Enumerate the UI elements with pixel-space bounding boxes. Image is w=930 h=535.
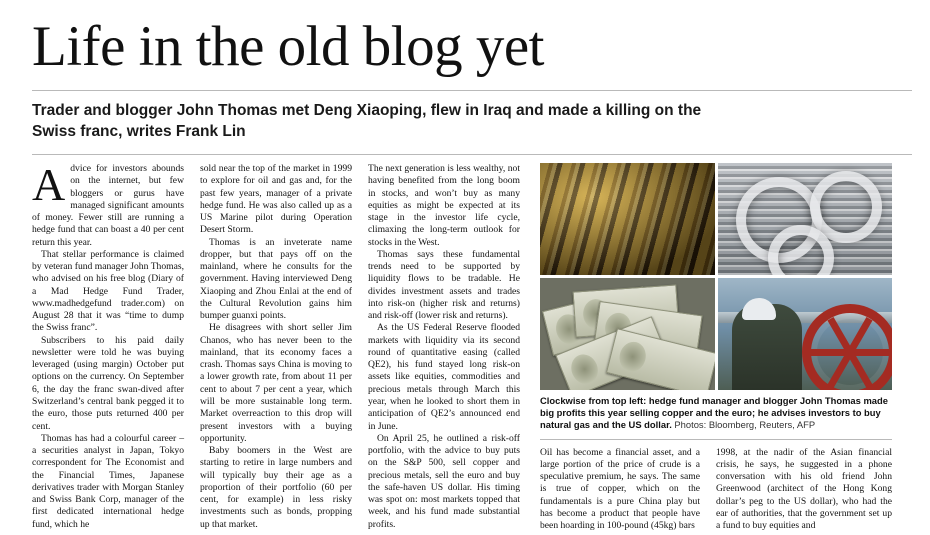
- paragraph: Oil has become a financial asset, and a large portion of the price of crude is a speculative premium, he says. The same is true of copper, which on the fundamentals is a pure China play but has become a product that people have been hoarding in 100-pound (45kg) bars: [540, 446, 700, 532]
- standfirst: [32, 101, 732, 143]
- us-dollar-notes-photo: [540, 278, 715, 390]
- text-column-1: [32, 158, 200, 533]
- paragraph: 1998, at the nadir of the Asian financial crisis, he says, he suggested in a phone conversation with his old friend John Greenwood (architect of the Hong Kong dollar’s peg to the US dollar), who had the ear of authorities, that the government set up a fund to buy equities and: [716, 446, 892, 532]
- paragraph: The next generation is less wealthy, not having benefited from the long boom in stocks, and won’t buy as many equities as might be expected at its stage in the investor life cycle, climaxing the long-term outlook for stocks in the West.: [368, 162, 520, 248]
- drop-cap: A: [32, 158, 66, 210]
- paragraph: That stellar performance is claimed by veteran fund manager John Thomas, who advised on his free blog (Diary of a Mad Hedge Fund Trader, www.madhedgefund trader.com) on August 28 that it was “time to dump the Swiss franc”.: [32, 248, 184, 334]
- paragraph: On April 25, he outlined a risk-off portfolio, with the advice to buy puts on the S&P 500, sell copper and precious metals, sell the euro and buy the safe-haven US dollar. His timing was spot on: most markets topped that week, and his fund made substantial profits.: [368, 432, 520, 530]
- text-column-4: [540, 447, 716, 533]
- gas-worker-valve-photo: [718, 278, 893, 390]
- photo-caption-text: Clockwise from top left: hedge fund manager and blogger John Thomas made big profits this year selling copper and the euro; he advises investors to buy natural gas and the US dollar.: [540, 394, 888, 431]
- valve-wheel: [802, 304, 892, 390]
- standfirst-text: Trader and blogger John Thomas met Deng Xiaoping, flew in Iraq and made a killing on the Swiss franc, writes: [32, 102, 702, 141]
- article-body: [32, 158, 912, 533]
- photo-grid: [540, 163, 892, 390]
- byline: Frank Lin: [175, 123, 246, 141]
- paragraph: As the US Federal Reserve flooded markets with liquidity via its second round of quantitative easing (called QE2), his fund stayed long risk-on assets like equities, commodities and precious metals through March this year, when he looked to short them in anticipation of QE2’s announced end in June.: [368, 322, 520, 432]
- photo-credit: Photos: Bloomberg, Reuters, AFP: [671, 419, 816, 431]
- text-column-2: [200, 163, 368, 533]
- paragraph: Baby boomers in the West are starting to retire in large numbers and will typically buy their age as a proportion of their portfolio (60 per cent, for example) in less risky investments such as bonds, propping up that market.: [200, 445, 352, 530]
- page-title: Life in the old blog yet: [32, 15, 544, 78]
- text-column-5: [716, 447, 892, 533]
- paragraph: Thomas is an inveterate name dropper, but that pays off on the mainland, where he consults for the government. Having interviewed Deng Xiaoping and Zhou Enlai at the end of the Cultural Revolution gains him bumper guanxi points.: [200, 236, 352, 322]
- photo-block: [540, 163, 892, 533]
- text-column-3: [368, 163, 536, 533]
- hard-hat: [742, 298, 776, 320]
- photo-caption: [540, 395, 892, 432]
- paragraph: He disagrees with short seller Jim Chanos, who has never been to the mainland, that its economy faces a crash. Thomas says China is moving to a lower growth rate, from about 11 per cent to about 7 per cent a year, which will be more sustainable long term. Market overreaction to this drop will present investors with a buying opportunity.: [200, 322, 352, 444]
- paragraph: Thomas says these fundamental trends need to be supported by liquidity flows to be tradable. He divides investment assets and trades into risk-on (higher risk and returns) and risk-off (lower risk and returns).: [368, 248, 520, 322]
- divider-top: [32, 90, 912, 91]
- paragraph: [32, 158, 184, 249]
- gold-bars-photo: [540, 163, 715, 275]
- paragraph-text: dvice for investors abounds on the internet, but few bloggers or gurus have managed significant amounts of money. Fewer still are running a hedge fund that can boast a 40 per cent return this year.: [32, 162, 184, 248]
- divider-mid: [32, 154, 912, 155]
- banknote-fan: [540, 278, 715, 390]
- lower-columns: [540, 447, 892, 533]
- paragraph: Subscribers to his paid daily newsletter were told he was buying leveraged (using margin) October put options on the currency. On September 6, the day the franc swan-dived after Switzerland’s central bank pegged it to the euro, those puts returned 400 per cent.: [32, 334, 184, 432]
- divider-caption: [540, 439, 892, 440]
- paragraph: Thomas has had a colourful career – a securities analyst in Japan, Tokyo correspondent for The Economist and the Financial Times, Japanese derivatives trader with Morgan Stanley and Swiss Bank Corp, manager of the first dedicated international hedge fund, which he: [32, 432, 184, 530]
- paragraph: sold near the top of the market in 1999 to explore for oil and gas and, for the past few years, manager of a private hedge fund. He was also called up as a US Marine pilot during Operation Desert Storm.: [200, 162, 352, 236]
- photo-shading: [540, 163, 715, 275]
- metal-coils-photo: [718, 163, 893, 275]
